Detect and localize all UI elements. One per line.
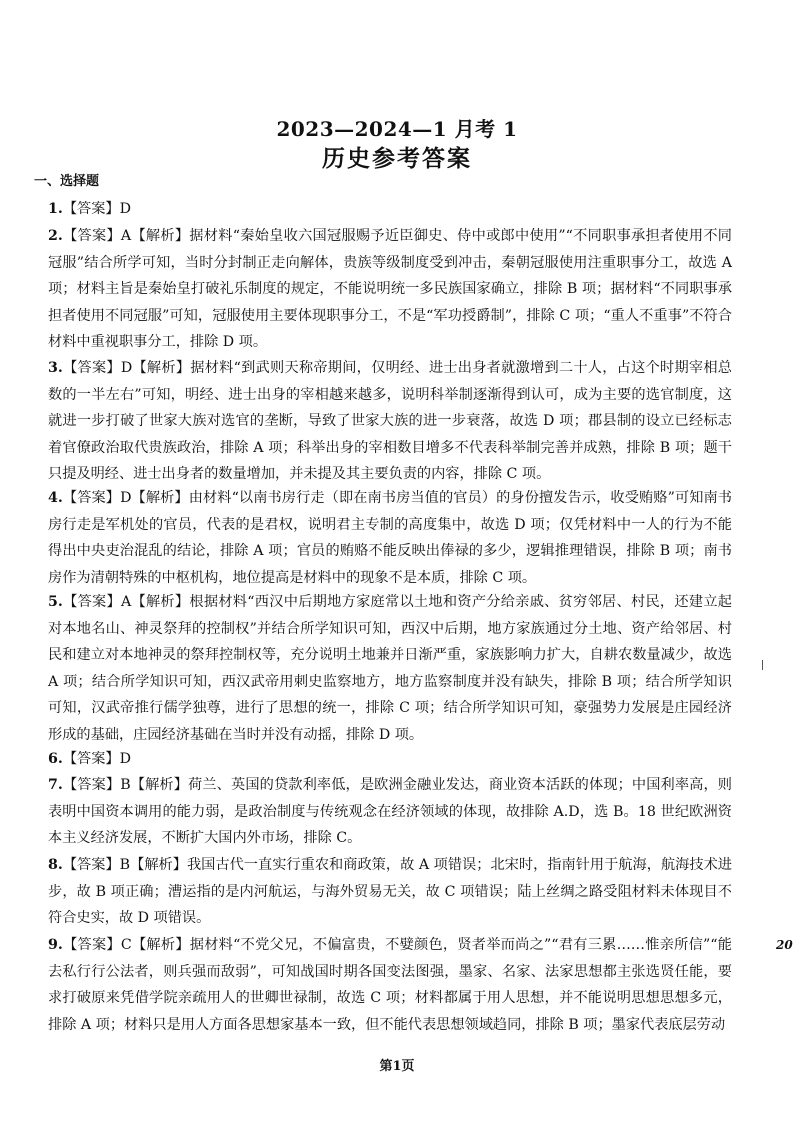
question-5 — [48, 589, 732, 749]
question-answer-text: 【答案】D — [62, 201, 131, 217]
question-8 — [48, 852, 732, 932]
question-number: 2. — [48, 228, 63, 244]
question-answer-text: 【答案】D【解析】据材料“到武则天称帝期间，仅明经、进士出身者就激增到二十人，占这个时期宰相总数的一半左右”可知，明经、进士出身的宰相越来越多，说明科举制逐渐得到认可，成为主要的选官制度，这就进一步打破了世家大族对选官的垄断，导致了世家大族的进一步衰落，故选 D 项；郡县制的设立已经标志着官僚政治取代贵族政治，排除 A 项；科举出身的宰相数目增多不代表科举制完善并成熟，排除 B 项；题干只提及明经、进士出身者的数量增加，并未提及其主要负责的内容，排除 C 项。 — [48, 360, 732, 483]
question-answer-text: 【答案】B【解析】荷兰、英国的贷款利率低，是欧洲金融业发达，商业资本活跃的体现；中国利率高，则表明中国资本调用的能力弱，是政治制度与传统观念在经济领域的体现，故排除 A.D，选 B。18 世纪欧洲资本主义经济发展，不断扩大国内外市场，排除 C。 — [48, 777, 732, 847]
question-number: 8. — [48, 857, 63, 873]
question-1 — [48, 196, 732, 223]
exam-title: 2023—2024—1 月考 1 — [276, 117, 518, 141]
question-number: 9. — [48, 937, 63, 953]
question-answer-text: 【答案】B【解析】我国古代一直实行重农和商政策，故 A 项错误；北宋时，指南针用于航海，航海技术进步，故 B 项正确；漕运指的是内河航运，与海外贸易无关，故 C 项错误；陆上丝绸之路受阻材料未体现目不符合史实，故 D 项错误。 — [48, 857, 732, 927]
question-4 — [48, 485, 732, 591]
question-number: 6. — [48, 751, 63, 767]
question-answer-text: 【答案】A【解析】根据材料“西汉中后期地方家庭常以土地和资产分给亲戚、贫穷邻居、村民，还建立起对本地名山、神灵祭拜的控制权”并结合所学知识可知，西汉中后期，地方家族通过分土地、资产给邻居、村民和建立对本地神灵的祭拜控制权等，充分说明土地兼并日渐严重，家族影响力扩大，自耕农数量减少，故选 A 项；结合所学知识可知，西汉武帝用刺史监察地方，地方监察制度并没有缺失，排除 B 项；结合所学知识可知，汉武帝推行儒学独尊，进行了思想的统一，排除 C 项；结合所学知识可知，豪强势力发展是庄园经济形成的基础，庄园经济基础在当时并没有动摇，排除 D 项。 — [48, 594, 732, 743]
answer-key-subtitle: 历史参考答案 — [322, 145, 472, 172]
question-6 — [48, 746, 732, 773]
question-number: 5. — [48, 594, 63, 610]
question-9 — [48, 932, 732, 1038]
question-number: 7. — [48, 777, 63, 793]
question-3 — [48, 355, 732, 488]
question-number: 1. — [48, 201, 63, 217]
question-answer-text: 【答案】D【解析】由材料“以南书房行走（即在南书房当值的官员）的身份擅发告示，收受贿赂”可知南书房行走是军机处的官员，代表的是君权，说明君主专制的高度集中，故选 D 项；仅凭材料中一人的行为不能得出中央吏治混乱的结论，排除 A 项；官员的贿赂不能反映出俸禄的多少，逻辑推理错误，排除 B 项；南书房作为清朝特殊的中枢机构，地位提高是材料中的现象不是本质，排除 C 项。 — [48, 490, 732, 586]
question-number: 3. — [48, 360, 63, 376]
page-number: 第1页 — [379, 1059, 415, 1074]
section-heading: 一、选择题 — [34, 174, 100, 189]
question-answer-text: 【答案】D — [62, 751, 131, 767]
question-answer-text: 【答案】A【解析】据材料“秦始皇收六国冠服赐予近臣御史、侍中或郎中使用”“不同职事承担者使用不同冠服”结合所学可知，当时分封制正走向解体，贵族等级制度受到冲击，秦朝冠服使用注重职事分工，故选 A 项；材料主旨是秦始皇打破礼乐制度的规定，不能说明统一多民族国家确立，排除 B 项；据材料“不同职事承担者使用不同冠服”可知，冠服使用主要体现职事分工，不是“军功授爵制”，排除 C 项；“重人不重事”不符合材料中重视职事分工，排除 D 项。 — [48, 228, 732, 351]
question-number: 4. — [48, 490, 63, 506]
margin-handwritten-number: 20 — [776, 938, 793, 952]
question-2 — [48, 223, 732, 356]
question-7 — [48, 772, 732, 852]
margin-tick-mark — [762, 660, 763, 670]
question-answer-text: 【答案】C【解析】据材料“不党父兄，不偏富贵，不嬖颜色，贤者举而尚之”“君有三累……惟亲所信”“能去私行行公法者，则兵强而敌弱”，可知战国时期各国变法图强，墨家、名家、法家思想都主张选贤任能，要求打破原来凭借学院亲疏用人的世卿世禄制，故选 C 项；材料都属于用人思想，并不能说明思想思想多元，排除 A 项；材料只是用人方面各思想家基本一致，但不能代表思想领域趋同，排除 B 项；墨家代表底层劳动 — [48, 937, 732, 1033]
